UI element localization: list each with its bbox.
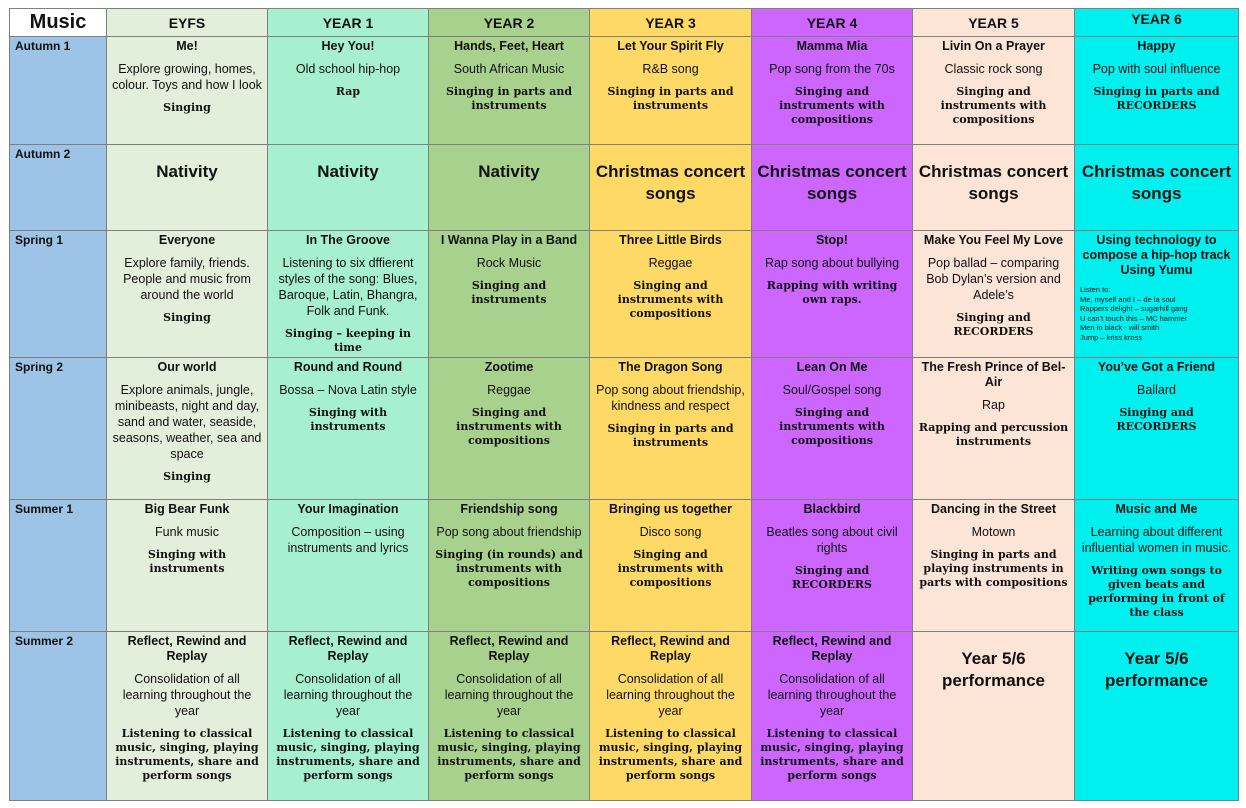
unit-skills: Listening to classical music, singing, playing instruments, share and perform songs — [760, 727, 904, 782]
unit-cell — [1075, 632, 1239, 801]
unit-highlight: Christmas concert songs — [918, 162, 1069, 203]
unit-description: Composition – using instruments and lyrics — [287, 525, 409, 555]
unit-skills: Singing and RECORDERS — [1116, 406, 1197, 433]
unit-cell — [107, 500, 268, 632]
term-label: Autumn 1 — [10, 37, 107, 145]
unit-description: Pop song about friendship, kindness and respect — [596, 383, 745, 413]
unit-cell — [590, 37, 752, 145]
unit-cell — [913, 145, 1075, 231]
unit-skills: Writing own songs to given beats and performing in front of the class — [1088, 564, 1225, 619]
unit-title: Reflect, Rewind and Replay — [127, 634, 247, 663]
unit-title: Music and Me — [1115, 502, 1198, 516]
unit-title: Make You Feel My Love — [923, 233, 1064, 247]
unit-skills: Listening to classical music, singing, playing instruments, share and perform songs — [437, 727, 581, 782]
unit-description: Rap song about bullying — [764, 256, 900, 270]
unit-title: The Fresh Prince of Bel-Air — [921, 360, 1066, 389]
term-label: Summer 2 — [10, 632, 107, 801]
unit-description: Pop with soul influence — [1092, 62, 1221, 76]
unit-skills: Singing (in rounds) and instruments with compositions — [435, 548, 583, 589]
column-header-year-5: YEAR 5 — [913, 9, 1075, 37]
unit-title: Blackbird — [803, 502, 861, 516]
unit-title: The Dragon Song — [618, 360, 723, 374]
unit-description: Consolidation of all learning throughout the year — [767, 672, 897, 718]
unit-cell — [913, 500, 1075, 632]
unit-cell — [268, 231, 429, 358]
unit-title: Friendship song — [460, 502, 558, 516]
unit-skills: Singing in parts and instruments — [445, 85, 573, 112]
unit-cell — [107, 231, 268, 358]
unit-cell — [590, 145, 752, 231]
unit-title: Using technology to compose a hip-hop track Using Yumu — [1082, 233, 1231, 277]
unit-description: Explore animals, jungle, minibeasts, night and day, sand and water, seaside, seasons, weather, sea and space — [112, 383, 262, 461]
unit-cell — [752, 632, 913, 801]
unit-cell — [913, 37, 1075, 145]
unit-highlight: Nativity — [317, 162, 379, 181]
unit-cell — [752, 500, 913, 632]
unit-title: Reflect, Rewind and Replay — [288, 634, 408, 663]
unit-cell — [268, 632, 429, 801]
term-label: Spring 2 — [10, 358, 107, 500]
term-label: Spring 1 — [10, 231, 107, 358]
page-title: Music — [10, 9, 107, 37]
unit-description: Beatles song about civil rights — [766, 525, 898, 555]
listening-note: U can’t touch this – MC hammer — [1080, 313, 1188, 323]
unit-title: Reflect, Rewind and Replay — [611, 634, 730, 663]
unit-cell — [590, 358, 752, 500]
unit-cell — [268, 37, 429, 145]
unit-title: Let Your Spirit Fly — [617, 39, 724, 53]
column-header-year-3: YEAR 3 — [590, 9, 752, 37]
unit-description: Rap — [982, 398, 1005, 412]
unit-title: Livin On a Prayer — [942, 39, 1045, 53]
unit-title: Big Bear Funk — [144, 502, 230, 516]
unit-title: Your Imagination — [297, 502, 399, 516]
unit-description: Reggae — [487, 383, 531, 397]
column-header-year-4: YEAR 4 — [752, 9, 913, 37]
unit-skills: Singing and RECORDERS — [953, 311, 1034, 338]
unit-highlight: Christmas concert songs — [757, 162, 907, 203]
unit-highlight: Christmas concert songs — [595, 162, 746, 203]
unit-highlight: Year 5/6 performance — [942, 649, 1045, 690]
unit-title: Reflect, Rewind and Replay — [449, 634, 569, 663]
unit-skills: Singing — [163, 101, 211, 114]
column-header-eyfs: EYFS — [107, 9, 268, 37]
unit-skills: Singing and instruments with compositions — [779, 85, 885, 126]
unit-title: Reflect, Rewind and Replay — [772, 634, 892, 663]
unit-skills: Singing with instruments — [147, 548, 227, 575]
unit-description: Consolidation of all learning throughout the year — [606, 672, 735, 718]
unit-description: Reggae — [648, 256, 693, 270]
unit-title: Happy — [1137, 39, 1176, 53]
unit-description: Explore family, friends. People and music from around the world — [123, 256, 251, 302]
unit-highlight: Nativity — [156, 162, 218, 181]
unit-description: South African Music — [453, 62, 565, 76]
unit-skills: Singing and instruments — [471, 279, 547, 306]
unit-description: Consolidation of all learning throughout the year — [122, 672, 252, 718]
unit-description: Ballard — [1137, 383, 1176, 397]
unit-title: Everyone — [158, 233, 216, 247]
unit-cell — [107, 37, 268, 145]
unit-description: Motown — [971, 525, 1016, 539]
unit-title: Dancing in the Street — [930, 502, 1057, 516]
column-header-year-1: YEAR 1 — [268, 9, 429, 37]
unit-cell — [1075, 145, 1239, 231]
unit-highlight: Christmas concert songs — [1081, 162, 1232, 203]
unit-skills: Singing in parts and instruments — [607, 422, 734, 449]
unit-title: Bringing us together — [609, 502, 732, 516]
unit-skills: Singing and instruments with compositions — [617, 279, 724, 320]
unit-title: Round and Round — [293, 360, 403, 374]
unit-title: Hands, Feet, Heart — [454, 39, 564, 53]
unit-description: Pop song from the 70s — [769, 62, 895, 76]
unit-cell — [590, 500, 752, 632]
unit-cell — [429, 145, 590, 231]
unit-cell — [913, 231, 1075, 358]
unit-cell — [429, 37, 590, 145]
unit-description: Soul/Gospel song — [782, 383, 882, 397]
unit-title: You’ve Got a Friend — [1097, 360, 1216, 374]
unit-description: Pop song about friendship — [436, 525, 582, 539]
listening-note: Listen to: — [1080, 285, 1111, 294]
unit-skills: Singing and instruments with compositions — [940, 85, 1047, 126]
table-row — [10, 231, 1239, 358]
unit-title: Mamma Mia — [796, 39, 868, 53]
unit-description: Classic rock song — [944, 62, 1043, 76]
unit-skills: Singing and RECORDERS — [791, 564, 872, 591]
unit-skills: Singing in parts and instruments — [607, 85, 734, 112]
unit-title: Our world — [157, 360, 217, 374]
table-row — [10, 358, 1239, 500]
unit-cell — [268, 145, 429, 231]
unit-title: Lean On Me — [796, 360, 868, 374]
unit-cell — [429, 358, 590, 500]
column-header-year-2: YEAR 2 — [429, 9, 590, 37]
unit-description: Bossa – Nova Latin style — [279, 383, 417, 397]
unit-description: Explore growing, homes, colour. Toys and how I look — [112, 62, 262, 92]
unit-skills: Singing – keeping in time — [284, 327, 412, 354]
unit-cell — [107, 632, 268, 801]
unit-highlight: Nativity — [478, 162, 540, 181]
unit-description: Funk music — [155, 525, 219, 539]
unit-title: Stop! — [816, 233, 848, 247]
table-row — [10, 632, 1239, 801]
unit-skills: Rapping and percussion instruments — [918, 421, 1069, 448]
table-row — [10, 500, 1239, 632]
unit-cell — [590, 231, 752, 358]
unit-cell — [107, 145, 268, 231]
unit-cell — [1075, 500, 1239, 632]
unit-cell — [590, 632, 752, 801]
table-row — [10, 37, 1239, 145]
unit-cell — [752, 231, 913, 358]
unit-cell — [752, 145, 913, 231]
unit-skills: Singing in parts and playing instruments in parts with compositions — [919, 548, 1068, 589]
listening-note: Jump – kriss kross — [1080, 332, 1143, 342]
unit-title: Hey You! — [321, 39, 375, 53]
unit-description: Listening to six dffierent styles of the song: Blues, Baroque, Latin, Bhangra, Folk and Funk. — [278, 256, 418, 318]
unit-title: I Wanna Play in a Band — [440, 233, 578, 247]
unit-skills: Singing in parts and RECORDERS — [1093, 85, 1220, 112]
unit-title: Three Little Birds — [619, 233, 722, 247]
unit-skills: Singing — [163, 311, 211, 324]
unit-cell — [429, 500, 590, 632]
unit-cell — [268, 500, 429, 632]
unit-title: In The Groove — [305, 233, 391, 247]
unit-skills: Listening to classical music, singing, playing instruments, share and perform songs — [598, 727, 743, 782]
unit-title: Me! — [176, 39, 198, 53]
unit-highlight: Year 5/6 performance — [1105, 649, 1208, 690]
term-label: Summer 1 — [10, 500, 107, 632]
term-label: Autumn 2 — [10, 145, 107, 231]
unit-description: R&B song — [642, 62, 699, 76]
unit-skills: Listening to classical music, singing, playing instruments, share and perform songs — [276, 727, 420, 782]
listening-notes — [1080, 285, 1233, 342]
unit-skills: Singing — [163, 470, 211, 483]
unit-skills: Rapping with writing own raps. — [766, 279, 898, 306]
unit-description: Disco song — [639, 525, 702, 539]
listening-note: Me, myself and I – de la soul — [1080, 294, 1176, 304]
music-curriculum-table — [9, 8, 1239, 801]
unit-skills: Rap — [335, 85, 361, 98]
listening-note: Rappers delight – sugarhill gang — [1080, 304, 1188, 313]
column-header-year-6: YEAR 6 — [1075, 9, 1239, 37]
unit-cell — [1075, 37, 1239, 145]
unit-description: Pop ballad – comparing Bob Dylan’s version and Adele’s — [926, 256, 1061, 302]
unit-cell — [752, 37, 913, 145]
unit-description: Learning about different influential women in music. — [1081, 525, 1232, 555]
unit-title: Zootime — [484, 360, 534, 374]
table-row — [10, 145, 1239, 231]
unit-cell — [752, 358, 913, 500]
unit-cell — [913, 358, 1075, 500]
unit-cell — [1075, 358, 1239, 500]
unit-cell — [1075, 231, 1239, 358]
unit-skills: Singing and instruments with compositions — [779, 406, 885, 447]
unit-description: Consolidation of all learning throughout the year — [283, 672, 413, 718]
unit-cell — [429, 632, 590, 801]
unit-cell — [268, 358, 429, 500]
unit-description: Rock Music — [476, 256, 542, 270]
header-row — [10, 9, 1239, 37]
unit-description: Consolidation of all learning throughout the year — [444, 672, 574, 718]
unit-cell — [913, 632, 1075, 801]
unit-skills: Singing and instruments with compositions — [617, 548, 724, 589]
unit-skills: Listening to classical music, singing, playing instruments, share and perform songs — [115, 727, 259, 782]
listening-note: Men in black - will smith — [1080, 323, 1160, 332]
unit-description: Old school hip-hop — [295, 62, 401, 76]
unit-skills: Singing with instruments — [308, 406, 388, 433]
unit-skills: Singing and instruments with compositions — [456, 406, 562, 447]
unit-cell — [107, 358, 268, 500]
unit-cell — [429, 231, 590, 358]
